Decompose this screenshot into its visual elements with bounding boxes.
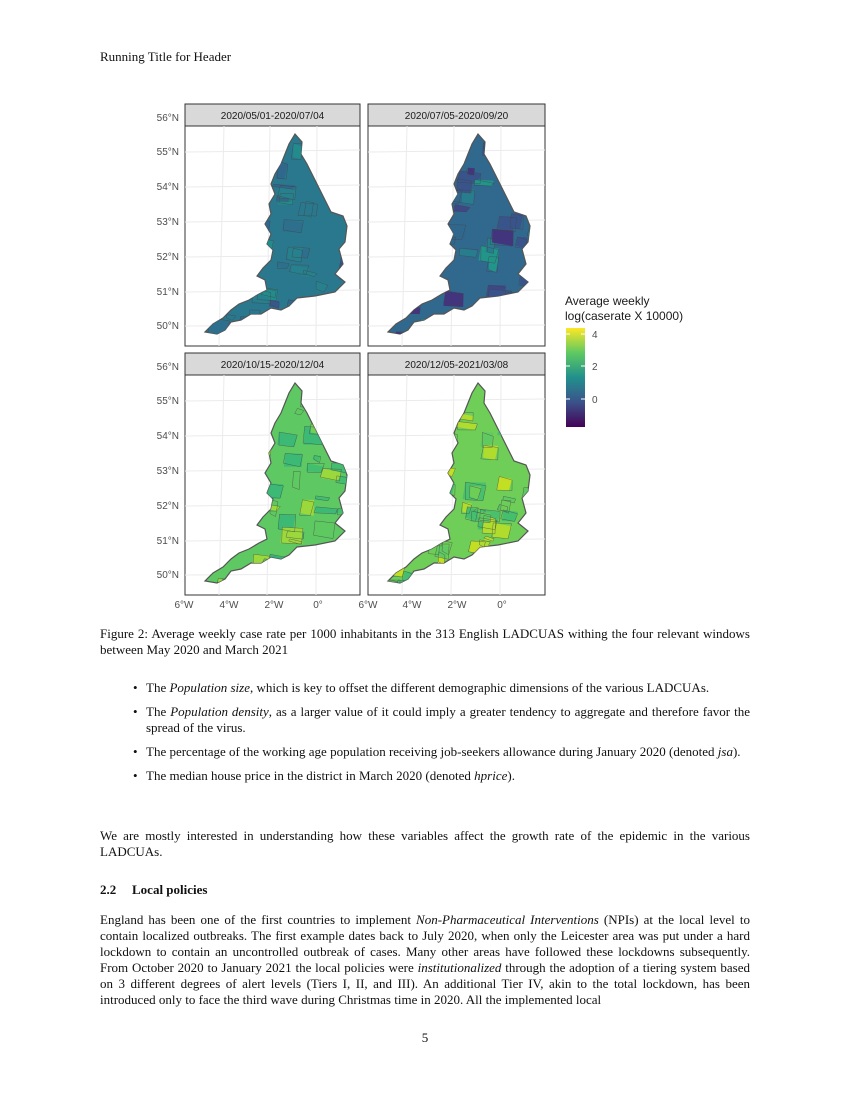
- legend-colorbar: [566, 328, 585, 427]
- lat-tick-label: 56°N: [156, 362, 179, 373]
- map-panel-3: [185, 353, 370, 595]
- list-item-text: The: [146, 704, 171, 719]
- running-header: Running Title for Header: [100, 49, 232, 64]
- lat-tick-label: 53°N: [156, 466, 179, 477]
- list-item-text: The: [146, 680, 170, 695]
- legend-tick-label: 0: [592, 395, 598, 406]
- list-item-emphasis: Population size: [169, 680, 250, 695]
- paragraph: We are mostly interested in understanding how these variables affect the growth rate of the epidemic in the various LADCUAs.: [100, 828, 750, 859]
- section-number: 2.2: [100, 882, 117, 897]
- paragraph-emphasis: institutionalized: [417, 960, 502, 975]
- paragraph-text: England has been one of the first countries to implement: [100, 912, 417, 927]
- legend-tick-label: 2: [592, 362, 598, 373]
- list-item-text: ).: [507, 768, 515, 783]
- list-item-emphasis: Population density: [170, 704, 269, 719]
- district-patch: [284, 453, 303, 466]
- lon-tick-label: 6°W: [174, 600, 194, 611]
- legend-title-line1: Average weekly: [565, 294, 650, 308]
- lat-tick-label: 50°N: [156, 321, 179, 332]
- lat-tick-label: 52°N: [156, 252, 179, 263]
- paragraph-text: through the adoption of a tiering system based on 3 different degrees of alert levels (Tiers I, II, and III). An additional Tier IV, akin to the total lockdown, has been introduced only to face the third wave during Christmas time in 2020. All the implemented local: [100, 960, 751, 1007]
- map-panel-4: [368, 353, 551, 599]
- paragraph: [100, 912, 750, 1008]
- district-patch: [301, 203, 318, 217]
- list-item: [146, 744, 750, 760]
- district-patch: [468, 168, 475, 176]
- list-item-text: , which is key to offset the different demographic dimensions of the various LADCUAs.: [250, 680, 710, 695]
- figure-graphic: [140, 98, 700, 618]
- lat-tick-label: 55°N: [156, 147, 179, 158]
- panel-title: 2020/07/05-2020/09/20: [404, 111, 509, 122]
- list-item-text: , as a larger value of it could imply a greater tendency to aggregate and therefore favor the spread of the virus.: [146, 704, 750, 735]
- section-title: Local policies: [132, 882, 208, 897]
- map-panel-1: [185, 104, 365, 348]
- covariate-list: [100, 680, 750, 792]
- lon-tick-label: 2°W: [264, 600, 284, 611]
- legend-tick-label: 4: [592, 330, 598, 341]
- list-item-text: ).: [732, 744, 741, 759]
- list-item-text: The percentage of the working age population receiving job-seekers allowance during January 2020 (denoted: [146, 744, 718, 759]
- lon-tick-label: 4°W: [219, 600, 239, 611]
- lat-tick-label: 56°N: [156, 113, 179, 124]
- lat-tick-label: 54°N: [156, 182, 179, 193]
- lon-tick-label: 4°W: [402, 600, 422, 611]
- lat-tick-label: 50°N: [156, 570, 179, 581]
- paragraph-emphasis: Non-Pharmaceutical Interventions: [416, 912, 599, 927]
- lon-tick-label: 0°: [313, 600, 323, 611]
- lon-tick-label: 2°W: [447, 600, 467, 611]
- lat-tick-label: 51°N: [156, 287, 179, 298]
- list-item: [146, 704, 750, 736]
- panel-title: 2020/05/01-2020/07/04: [220, 111, 325, 122]
- panel-title: 2020/10/15-2020/12/04: [220, 360, 325, 371]
- lat-tick-label: 55°N: [156, 396, 179, 407]
- legend-title-line2: log(caserate X 10000): [565, 309, 684, 323]
- lon-axis: [175, 600, 507, 611]
- lat-axis-bottom: [157, 362, 179, 581]
- figure-caption: Figure 2: Average weekly case rate per 1000 inhabitants in the 313 English LADCUAS withing the four relevant windows between May 2020 and March 2021: [100, 626, 750, 657]
- list-item-emphasis: jsa: [717, 744, 733, 759]
- list-item: [146, 768, 750, 784]
- section-heading: [100, 882, 207, 898]
- lat-tick-label: 51°N: [156, 536, 179, 547]
- lat-tick-label: 53°N: [156, 217, 179, 228]
- lon-tick-label: 0°: [497, 600, 507, 611]
- lat-tick-label: 52°N: [156, 501, 179, 512]
- list-item: [146, 680, 750, 696]
- list-item-emphasis: hprice: [474, 768, 508, 783]
- panel-title: 2020/12/05-2021/03/08: [404, 360, 509, 371]
- lon-tick-label: 6°W: [358, 600, 378, 611]
- paragraph-text: (NPIs) at the local level to contain localized outbreaks. The first example dates back to July 2020, when only the Leicester area was put under a hard lockdown to contain an uncontrolled outbreak of cases. Many other areas have followed these lockdowns subsequently. From October 2020 to January 2021 the local policies were: [100, 912, 750, 975]
- lat-axis-top: [157, 113, 179, 332]
- list-item-text: The median house price in the district in March 2020 (denoted: [146, 768, 475, 783]
- color-legend: [565, 294, 683, 427]
- lat-tick-label: 54°N: [156, 431, 179, 442]
- figure-2: [140, 98, 700, 618]
- map-panel-2: [368, 104, 551, 349]
- page-number: 5: [421, 1030, 429, 1045]
